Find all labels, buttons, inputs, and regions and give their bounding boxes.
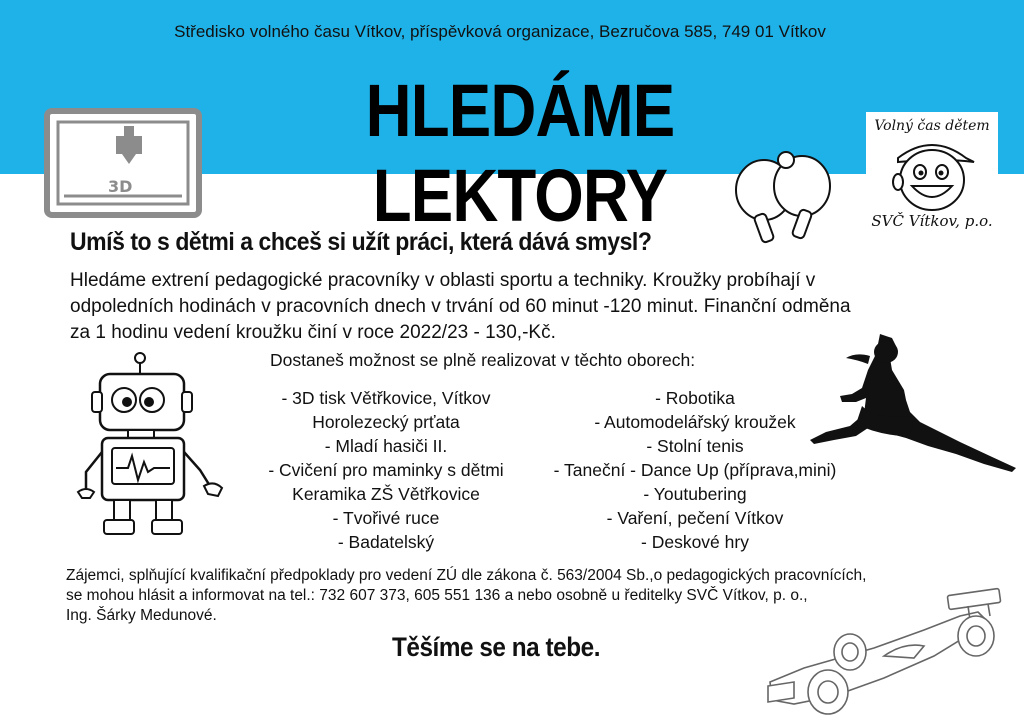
- list-item: - 3D tisk Větřkovice, Vítkov: [281, 388, 491, 408]
- list-item: - Mladí hasiči II.: [324, 436, 448, 456]
- contact-line: Ing. Šárky Medunové.: [66, 607, 217, 624]
- logo-bottom-text: SVČ Vítkov, p.o.: [871, 212, 993, 230]
- robot-icon: [74, 352, 234, 543]
- list-item: - Stolní tenis: [646, 436, 744, 456]
- fields-list-left: [250, 386, 522, 554]
- intro-line: Hledáme extrení pedagogické pracovníky v oblasti sportu a techniky. Kroužky probíhají v: [70, 270, 816, 291]
- printer-label: 3D: [108, 177, 133, 196]
- smiling-boy-face-icon: [884, 136, 980, 217]
- fields-list-right: [540, 386, 850, 554]
- list-item: - Deskové hry: [641, 532, 749, 552]
- list-item: - Badatelský: [337, 532, 435, 552]
- logo-top-text: Volný čas dětem: [874, 118, 990, 134]
- list-item: - Automodelářský kroužek: [594, 412, 796, 432]
- contact-line: Zájemci, splňující kvalifikační předpoklady pro vedení ZÚ dle zákona č. 563/2004 Sb.,o pedagogických pracovnících,: [66, 567, 867, 584]
- list-item: - Youtubering: [643, 484, 747, 504]
- intro-line: odpoledních hodinách v pracovních dnech v trvání od 60 minut -120 minut. Finanční odměna: [70, 296, 851, 317]
- 3d-printer-icon: [44, 108, 202, 223]
- organization-address: Středisko volného času Vítkov, příspěvková organizace, Bezručova 585, 749 01 Vítkov: [174, 22, 826, 41]
- offer-text: Dostaneš možnost se plně realizovat v těchto oborech:: [270, 350, 696, 370]
- list-item: - Cvičení pro maminky s dětmi: [268, 460, 504, 480]
- contact-line: se mohou hlásit a informovat na tel.: 732 607 373, 605 551 136 a nebo osobně u ředitelky SVČ Vítkov, p. o.,: [66, 587, 808, 604]
- ping-pong-paddles-icon: [732, 148, 834, 249]
- page-title: HLEDÁME LEKTORY: [365, 69, 675, 237]
- closing-text: Těšíme se na tebe.: [392, 632, 601, 662]
- formula-car-icon: [764, 586, 1008, 725]
- list-item: - Tvořivé ruce: [332, 508, 440, 528]
- list-item: Keramika ZŠ Větřkovice: [292, 484, 480, 504]
- list-item: Horolezecký prťata: [312, 412, 460, 432]
- list-item: - Vaření, pečení Vítkov: [606, 508, 784, 528]
- organization-logo: [866, 112, 998, 240]
- list-item: - Robotika: [655, 388, 735, 408]
- list-item: - Taneční - Dance Up (příprava,mini): [553, 460, 837, 480]
- intro-line: za 1 hodinu vedení kroužku činí v roce 2022/23 - 130,-Kč.: [70, 322, 556, 343]
- dancer-silhouette-icon: [806, 330, 1020, 485]
- question-heading: Umíš to s dětmi a chceš si užít práci, která dává smysl?: [70, 228, 652, 256]
